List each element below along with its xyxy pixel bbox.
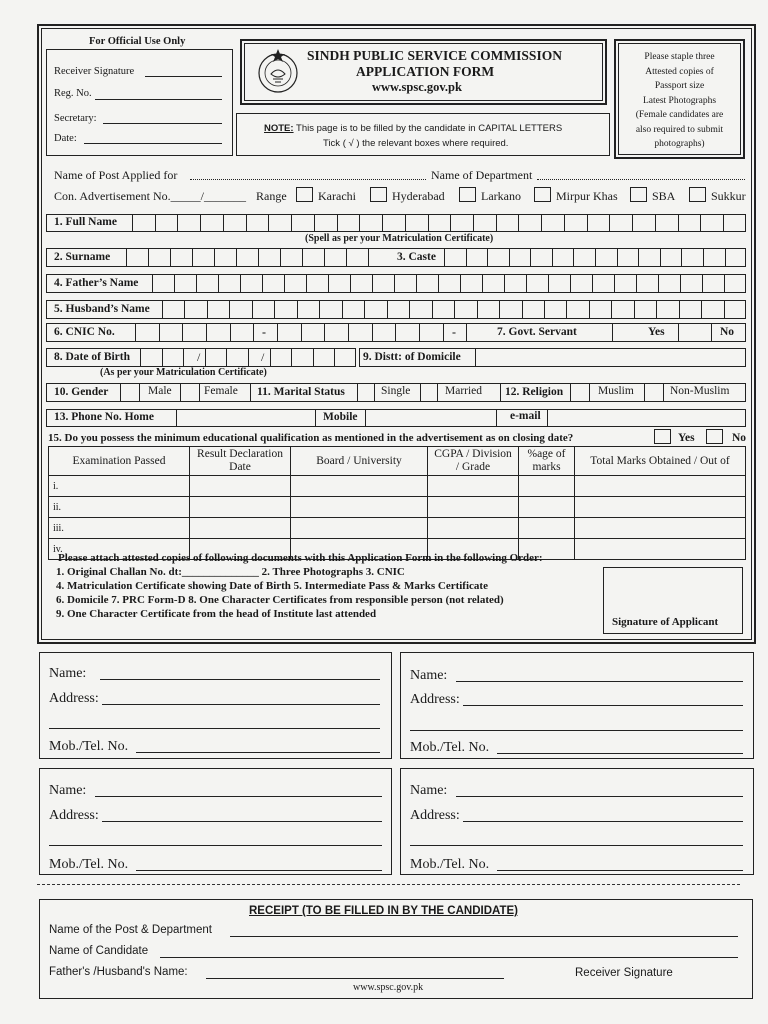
- note-text-1: This page is to be filled by the candidate in CAPITAL LETTERS: [296, 123, 563, 134]
- documents-line: 6. Domicile 7. PRC Form-D 8. One Character Certificates from responsible person (not related): [56, 594, 504, 606]
- govt-no-label: No: [720, 326, 735, 338]
- table-header: Total Marks Obtained / Out of: [575, 447, 746, 476]
- phone-home-label: 13. Phone No. Home: [54, 411, 154, 423]
- org-title: SINDH PUBLIC SERVICE COMMISSION: [307, 48, 562, 63]
- email-field[interactable]: [547, 409, 548, 427]
- card-address-line-2[interactable]: [410, 845, 743, 846]
- gender-label: 10. Gender: [54, 386, 109, 398]
- post-applied-field[interactable]: [190, 179, 426, 180]
- reg-no-line[interactable]: [95, 99, 222, 100]
- q15-text: 15. Do you possess the minimum educational qualification as mentioned in the advertisement as on closing date?: [48, 432, 574, 444]
- range-mirpurkhas-label: Mirpur Khas: [556, 189, 618, 203]
- documents-title: Please attach attested copies of following documents with this Application Form in the following Order:: [58, 552, 543, 564]
- card-name-line[interactable]: [456, 681, 743, 682]
- marital-married-label: Married: [445, 385, 483, 397]
- husband-name-label: 5. Husband’s Name: [54, 303, 150, 315]
- card-address-line-2[interactable]: [410, 730, 743, 731]
- table-row[interactable]: [49, 497, 746, 518]
- card-name-label: Name:: [410, 783, 448, 798]
- range-sukkur-label: Sukkur: [711, 189, 746, 203]
- range-sba-checkbox[interactable]: [630, 187, 647, 202]
- note-box: [236, 113, 610, 156]
- cnic-dash: -: [452, 325, 456, 339]
- cut-line: [37, 884, 740, 885]
- card-name-label: Name:: [49, 783, 87, 798]
- photo-line: photographs): [654, 139, 705, 149]
- documents-line: 4. Matriculation Certificate showing Date of Birth 5. Intermediate Pass & Marks Certificate: [56, 580, 488, 592]
- card-name-label: Name:: [49, 666, 87, 681]
- marital-married-box[interactable]: [420, 383, 438, 402]
- surname-cells[interactable]: [126, 248, 390, 267]
- card-address-line-2[interactable]: [49, 845, 382, 846]
- range-hyderabad-label: Hyderabad: [392, 189, 445, 203]
- caste-label: 3. Caste: [397, 251, 436, 263]
- card-address-label: Address:: [49, 691, 99, 706]
- card-mobile-label: Mob./Tel. No.: [49, 857, 129, 872]
- advertisement-no-label: Con. Advertisement No._____/_______: [54, 189, 246, 203]
- card-mobile-label: Mob./Tel. No.: [410, 740, 490, 755]
- range-sukkur-checkbox[interactable]: [689, 187, 706, 202]
- cnic-cells[interactable]: [135, 323, 490, 342]
- card-mobile-line[interactable]: [497, 870, 743, 871]
- website: www.spsc.gov.pk: [372, 80, 462, 94]
- row-label: iv.: [49, 539, 190, 560]
- range-mirpurkhas-checkbox[interactable]: [534, 187, 551, 202]
- photo-line: Passport size: [654, 81, 705, 91]
- domicile-label: 9. Distt: of Domicile: [363, 351, 461, 363]
- range-larkano-checkbox[interactable]: [459, 187, 476, 202]
- row-label: i.: [49, 476, 190, 497]
- receipt-post-label: Name of the Post & Department: [49, 924, 212, 936]
- post-applied-label: Name of Post Applied for: [54, 168, 178, 182]
- card-address-line[interactable]: [463, 705, 743, 706]
- range-karachi-checkbox[interactable]: [296, 187, 313, 202]
- q15-yes-checkbox[interactable]: [654, 429, 671, 444]
- photo-line: Latest Photographs: [642, 95, 717, 106]
- father-name-cells[interactable]: [152, 274, 746, 293]
- receipt-candidate-label: Name of Candidate: [49, 945, 149, 957]
- card-name-label: Name:: [410, 668, 448, 683]
- reference-card-3: [39, 768, 392, 875]
- phone-home-field[interactable]: [176, 409, 316, 427]
- gender-male-box[interactable]: [120, 383, 140, 402]
- table-header: Examination Passed: [49, 447, 190, 476]
- govt-yes-divider: [612, 323, 613, 342]
- cnic-dash: -: [262, 325, 266, 339]
- photo-line: also required to submit: [635, 124, 724, 135]
- receiver-signature-label: Receiver Signature: [54, 66, 135, 77]
- applicant-signature-label: Signature of Applicant: [612, 616, 719, 628]
- card-address-label: Address:: [410, 692, 460, 707]
- official-use-title: For Official Use Only: [89, 36, 186, 47]
- range-sba-label: SBA: [652, 189, 676, 203]
- receipt-father-line[interactable]: [206, 978, 504, 979]
- religion-nonmuslim-box[interactable]: [644, 383, 664, 402]
- photo-line: Please staple three: [644, 52, 715, 62]
- secretary-label: Secretary:: [54, 113, 97, 124]
- mobile-label: Mobile: [323, 411, 358, 423]
- receipt-title: RECEIPT (TO BE FILLED IN BY THE CANDIDATE): [249, 905, 518, 917]
- table-header: Board / University: [291, 447, 428, 476]
- card-address-line[interactable]: [463, 821, 743, 822]
- date-line[interactable]: [84, 143, 222, 144]
- department-field[interactable]: [537, 179, 745, 180]
- govt-yes-label: Yes: [648, 326, 665, 338]
- reference-card-4: [400, 768, 754, 875]
- reference-card-2: [400, 652, 754, 759]
- father-name-label: 4. Father’s Name: [54, 277, 139, 289]
- note-label: NOTE:: [264, 123, 294, 134]
- card-mobile-label: Mob./Tel. No.: [410, 857, 490, 872]
- photo-line: (Female candidates are: [635, 110, 724, 120]
- divider: [250, 383, 251, 402]
- dob-label: 8. Date of Birth: [54, 351, 131, 363]
- q15-no-checkbox[interactable]: [706, 429, 723, 444]
- card-mobile-line[interactable]: [136, 752, 380, 753]
- table-header: %age of marks: [519, 447, 575, 476]
- receipt-post-line[interactable]: [230, 936, 738, 937]
- govt-servant-label: 7. Govt. Servant: [497, 326, 577, 338]
- note-line-2: Tick ( √ ) the relevant boxes where required.: [323, 138, 509, 149]
- secretary-line[interactable]: [103, 123, 222, 124]
- receiver-signature-line[interactable]: [145, 76, 222, 77]
- form-title: APPLICATION FORM: [356, 64, 495, 79]
- cnic-label: 6. CNIC No.: [54, 326, 115, 338]
- reference-card-1: [39, 652, 392, 759]
- religion-nonmuslim-label: Non-Muslim: [670, 385, 730, 397]
- card-address-label: Address:: [49, 808, 99, 823]
- q15-no-label: No: [732, 432, 747, 444]
- range-larkano-label: Larkano: [481, 189, 521, 203]
- card-name-line[interactable]: [95, 796, 382, 797]
- govt-yes-box[interactable]: [678, 323, 712, 342]
- card-name-line[interactable]: [100, 679, 380, 680]
- reg-no-label: Reg. No.: [54, 88, 92, 99]
- gender-female-label: Female: [204, 385, 238, 397]
- card-address-line[interactable]: [102, 704, 380, 705]
- range-karachi-label: Karachi: [318, 189, 356, 203]
- religion-muslim-box[interactable]: [570, 383, 590, 402]
- department-label: Name of Department: [431, 168, 533, 182]
- full-name-label: 1. Full Name: [54, 216, 117, 228]
- husband-name-cells[interactable]: [162, 300, 746, 319]
- table-row[interactable]: [49, 476, 746, 497]
- table-header: CGPA / Division / Grade: [428, 447, 519, 476]
- dob-slash: /: [197, 350, 201, 364]
- card-address-line[interactable]: [102, 821, 382, 822]
- spell-note: (Spell as per your Matriculation Certificate): [305, 233, 494, 244]
- range-label: Range: [256, 189, 287, 203]
- marital-single-label: Single: [381, 385, 411, 397]
- email-label: e-mail: [510, 410, 541, 422]
- card-mobile-label: Mob./Tel. No.: [49, 739, 129, 754]
- table-header-row: [49, 447, 746, 476]
- domicile-field[interactable]: [475, 348, 476, 367]
- mobile-field[interactable]: [365, 409, 497, 427]
- date-label: Date:: [54, 133, 77, 144]
- full-name-cells[interactable]: [132, 214, 746, 232]
- dob-slash: /: [261, 350, 265, 364]
- card-address-line-2[interactable]: [49, 728, 380, 729]
- card-name-line[interactable]: [456, 796, 743, 797]
- caste-cells[interactable]: [444, 248, 746, 267]
- marital-status-label: 11. Marital Status: [257, 386, 345, 398]
- receipt-father-label: Father's /Husband's Name:: [49, 966, 188, 978]
- gender-male-label: Male: [148, 385, 172, 397]
- gender-female-box[interactable]: [180, 383, 200, 402]
- photo-line: Attested copies of: [645, 66, 714, 77]
- divider: [500, 383, 501, 402]
- receipt-receiver-signature: Receiver Signature: [575, 967, 673, 979]
- religion-muslim-label: Muslim: [598, 385, 634, 397]
- row-label: ii.: [49, 497, 190, 518]
- education-table: [48, 446, 746, 560]
- table-row[interactable]: [49, 518, 746, 539]
- documents-line: 9. One Character Certificate from the head of Institute last attended: [56, 608, 377, 620]
- receipt-website: www.spsc.gov.pk: [353, 982, 424, 993]
- q15-yes-label: Yes: [678, 432, 695, 444]
- card-address-label: Address:: [410, 808, 460, 823]
- dob-cells[interactable]: [140, 348, 356, 367]
- marital-single-box[interactable]: [357, 383, 375, 402]
- religion-label: 12. Religion: [505, 386, 564, 398]
- documents-line: 1. Original Challan No. dt:______________ 2. Three Photographs 3. CNIC: [56, 566, 405, 578]
- card-mobile-line[interactable]: [136, 870, 382, 871]
- card-mobile-line[interactable]: [497, 753, 743, 754]
- row-label: iii.: [49, 518, 190, 539]
- photo-instructions: [618, 50, 741, 152]
- spsc-seal-logo: [255, 46, 301, 96]
- table-header: Result Declaration Date: [190, 447, 291, 476]
- note-line-1: [264, 124, 562, 134]
- range-hyderabad-checkbox[interactable]: [370, 187, 387, 202]
- dob-note: (As per your Matriculation Certificate): [100, 367, 267, 378]
- surname-label: 2. Surname: [54, 251, 111, 263]
- receipt-candidate-line[interactable]: [160, 957, 738, 958]
